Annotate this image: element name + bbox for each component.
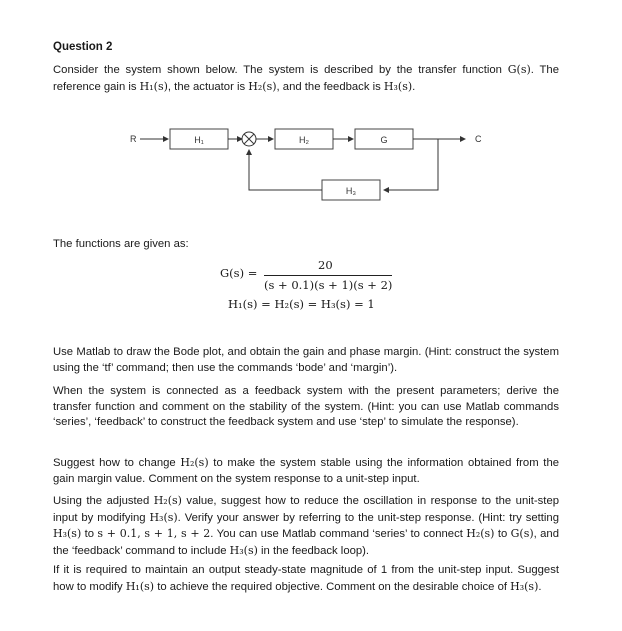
task-paragraph-2: When the system is connected as a feedback system with the present parameters; derive the transfer function and comment on the stability of the system. (Hint: you can use Matlab commands ‘series’, ‘feedback’ to construct the feedback system and use ‘step’ to simulate the response). bbox=[53, 385, 559, 429]
h-equation: H₁(s) = H₂(s) = H₃(s) = 1 bbox=[228, 297, 375, 311]
functions-intro: The functions are given as: bbox=[53, 238, 189, 250]
block-h3-label: H₃ bbox=[345, 186, 357, 196]
block-g-label: G bbox=[380, 135, 388, 145]
task-paragraph-1: Use Matlab to draw the Bode plot, and obtain the gain and phase margin. (Hint: construct the system using the ‘tf’ command; then use the commands ‘bode’ and ‘margin’). bbox=[53, 346, 559, 374]
summing-junction bbox=[242, 132, 256, 146]
g-denominator: (s + 0.1)(s + 1)(s + 2) bbox=[264, 278, 393, 292]
block-h1-label: H₁ bbox=[194, 135, 204, 145]
block-h2-label: H₂ bbox=[299, 135, 309, 145]
question-title: Question 2 bbox=[53, 41, 113, 53]
output-label: C bbox=[475, 134, 482, 144]
task-paragraph-5: If it is required to maintain an output steady-state magnitude of 1 from the unit-step input. Suggest how to modify H₁(s) to achieve the required objective. Comment on the desirable choice of H₃(s). bbox=[53, 564, 559, 593]
input-label: R bbox=[130, 134, 137, 144]
g-equation-lhs: G(s) = bbox=[220, 266, 258, 280]
intro-paragraph: Consider the system shown below. The system is described by the transfer function G(s). The reference gain is H₁(s), the actuator is H₂(s), and the feedback is H₃(s). bbox=[53, 63, 559, 93]
g-numerator: 20 bbox=[318, 258, 333, 272]
block-diagram bbox=[120, 122, 500, 214]
fraction-bar bbox=[264, 275, 392, 276]
task-paragraph-4: Using the adjusted H₂(s) value, suggest how to reduce the oscillation in response to the unit-step input by modifying H₃(s). Verify your answer by referring to the unit-step response. (Hint: try setting H₃(s) to s + 0.1, s + 1, s + 2. You can use Matlab command ‘series’ to connect H₂(s) to G(s), and the ‘feedback’ command to include H₃(s) in the feedback loop). bbox=[53, 494, 560, 557]
task-paragraph-3: Suggest how to change H₂(s) to make the system stable using the information obtained from the gain margin value. Comment on the system response to a unit-step input. bbox=[53, 456, 560, 485]
feedback-path-left bbox=[249, 150, 322, 190]
